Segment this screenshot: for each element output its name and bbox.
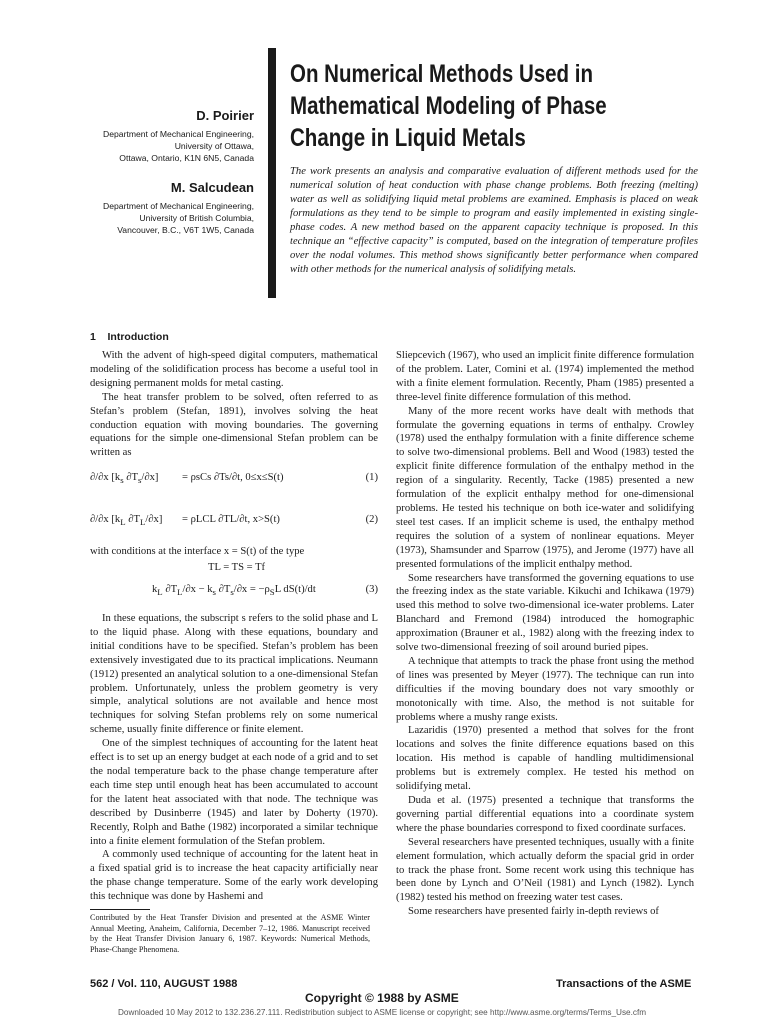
author-affiliation: Ottawa, Ontario, K1N 6N5, Canada <box>119 153 254 163</box>
author-affiliation: Department of Mechanical Engineering, <box>103 201 254 211</box>
equation-number: (1) <box>365 472 378 483</box>
paragraph: In these equations, the subscript s refers to the solid phase and L to the liquid phase. Along with these equations, boundary and initial conditions have to be specified. Stefan’s problem has been extensively investigated due to its practical implications. Neumann (1912) presented an analytical solution to a one-dimensional Stefan problem. Unfortunately, unless the problem geometry is very simple, analytical solutions are not available and hence most techniques for solving Stefan problems rely on some numerical scheme, usually finite difference or finite element. <box>90 613 378 736</box>
equation-lhs: ∂/∂x [$k_L$ $\partial T_L/\partial x$] <box>90 514 163 528</box>
author-affiliation: Department of Mechanical Engineering, <box>103 129 254 139</box>
paragraph: With the advent of high-speed digital computers, mathematical modeling of the solidification process has become a useful tool in designing permanent molds for metal casting. <box>90 350 378 389</box>
paragraph: A commonly used technique of accounting for the latent heat in a fixed spatial grid is to increase the heat capacity artificially near the phase change temperature. Some of the early work developing this technique was done by Hashemi and <box>90 849 378 903</box>
paragraph: One of the simplest techniques of accounting for the latent heat effect is to set up an energy budget at each node of a grid and to set the nodal temperature back to the phase change temperature after each time step until enough heat has been accumulated to account for the latent heat associated with that node. The technique was described by Dusinberre (1945) and later by Doherty (1970). Recently, Rolph and Bathe (1982) incorporated a similar technique into a finite element formulation of the Stefan problem. <box>90 738 378 847</box>
paragraph: Some researchers have transformed the governing equations to use the freezing index as the state variable. Kikuchi and Ichikawa (1979) used this method to solve two-dimensional ice-water problems. Later Blanchard and Fremond (1984) introduced the homographic approximation (Brauner et al., 1982) along with the freezing index to solve two-dimensional freezing of soil around buried pipes. <box>396 572 694 654</box>
author-block-1 <box>54 108 254 164</box>
page-footer-left: 562 / Vol. 110, AUGUST 1988 <box>90 978 238 990</box>
download-notice: Downloaded 10 May 2012 to 132.236.27.111. Redistribution subject to ASME license or copyright; see http://www.asme.org/terms/Terms_Use.cfm <box>118 1008 647 1017</box>
paragraph: Many of the more recent works have dealt with methods that formulate the governing equations in terms of enthalpy. Crowley (1978) used the enthalpy formulation with a finite difference scheme to solve two-dimensional problems. Bell and Wood (1983) tested the explicit finite difference formulation of the enthalpy method in the region of a singularity. Recently, Tacke (1985) presented a new formulation of the explicit enthalpy method for one-dimensional problems. He tested his technique on both ice-water and solidifying steel test cases. If an implicit scheme is used, the enthalpy method requires the solution of a system of nonlinear equations. Meyer (1973), Shamsunder and Sparrow (1975), and Jerome (1977) have all presented formulations of the implicit enthalpy method. <box>396 405 694 570</box>
equation-number: (2) <box>365 514 378 525</box>
equation-rhs: = ρsCs ∂Ts/∂t, 0≤x≤S(t) <box>182 472 284 483</box>
left-column-continued <box>90 612 378 904</box>
equation-1 <box>90 470 378 504</box>
footnote-rule <box>90 909 150 910</box>
paper-title <box>290 58 634 154</box>
equation-rhs: = ρLCL ∂TL/∂t, x>S(t) <box>182 514 280 525</box>
left-column <box>90 349 378 460</box>
author-block-2 <box>54 180 254 236</box>
equation-3 <box>90 562 378 606</box>
paragraph: Duda et al. (1975) presented a technique that transforms the governing partial differential equations into a coordinate system where the phase boundaries correspond to fixed coordinate surfaces. <box>396 795 694 834</box>
page-footer-right: Transactions of the ASME <box>556 978 692 990</box>
author-affiliation: Vancouver, B.C., V6T 1W5, Canada <box>117 225 254 235</box>
paragraph: A technique that attempts to track the phase front using the method of lines was presented by Meyer (1977). The technique can run into difficulties if the moving boundary does not vary smoothly or monotonically with time. Also, the method is not suitable for problems where a mushy range exists. <box>396 655 694 723</box>
section-title: Introduction <box>107 331 169 343</box>
copyright: Copyright © 1988 by ASME <box>305 991 459 1005</box>
equation-lhs: ∂/∂x [$k_s$ $\partial T_s/\partial x$] <box>90 472 159 486</box>
title-line-2: Mathematical Modeling of Phase <box>290 92 607 120</box>
footnote: Contributed by the Heat Transfer Division and presented at the ASME Winter Annual Meeting, Anaheim, California, December 7–12, 1986. Manuscript received by the Heat Transfer Division January 6, 1987. Keywords: Numerical Methods, Phase-Change Phenomena. <box>90 913 370 954</box>
author-name: M. Salcudean <box>170 180 254 195</box>
paragraph: The heat transfer problem to be solved, often referred to as Stefan’s problem (Stefan, 1891), involves solving the heat conduction equation with moving boundaries. The governing equations for the simple one-dimensional Stefan problem can be written as <box>90 391 378 459</box>
interface-condition: with conditions at the interface x = S(t) of the type <box>90 546 305 557</box>
right-column <box>396 349 694 919</box>
equation-number: (3) <box>365 584 378 595</box>
section-number: 1 <box>90 331 96 343</box>
abstract: The work presents an analysis and comparative evaluation of different methods used for the numerical solution of heat conduction with phase change problems. Both freezing (melting) water as well as solidifying liquid metal problems are examined. Emphasis is placed on weak formulations as they tend to be simple to program and easily implemented in existing single-phase codes. A new method based on the apparent capacity technique is proposed. In this technique an “effective capacity” is computed, based on the integration of temperature profiles over the nodal volumes. This method shows significantly better performance when compared with other methods for the numerical analysis of solidifying metals. <box>290 166 698 275</box>
title-line-1: On Numerical Methods Used in <box>290 60 594 88</box>
author-name: D. Poirier <box>196 108 254 123</box>
paragraph: Several researchers have presented techniques, usually with a finite element formulation, which actually deform the spacial grid in order to track the phase front. Some recent work using this technique has been done by Lynch and O’Neil (1981) and Lynch (1982). Lynch (1982) tested his method on freezing water test cases. <box>396 836 694 904</box>
paragraph: Some researchers have presented fairly in-depth reviews of <box>408 906 659 918</box>
author-affiliation: University of Ottawa, <box>174 141 254 151</box>
title-rule <box>268 48 276 298</box>
section-heading <box>90 331 169 343</box>
paragraph: Lazaridis (1970) presented a method that solves for the front locations and solves the finite difference equations based on this location. His method is capable of handling multidimensional problems but is extremely complex. He tested his method on solidifying metal. <box>396 725 694 793</box>
title-line-3: Change in Liquid Metals <box>290 124 526 152</box>
equation-line: TL = TS = Tf <box>208 562 266 573</box>
equation-line: $k_L$ $\partial T_L/\partial x - k_s$ $\partial T_s/\partial x = -\rho_SL$ dS(t)/dt <box>152 584 316 598</box>
paragraph: Sliepcevich (1967), who used an implicit finite difference formulation of the problem. Later, Comini et al. (1974) implemented the method with a finite element formulation. Recently, Pham (1985) presented a three-level finite difference formulation of this method. <box>396 350 694 403</box>
equation-2 <box>90 512 378 546</box>
author-affiliation: University of British Columbia, <box>139 213 254 223</box>
